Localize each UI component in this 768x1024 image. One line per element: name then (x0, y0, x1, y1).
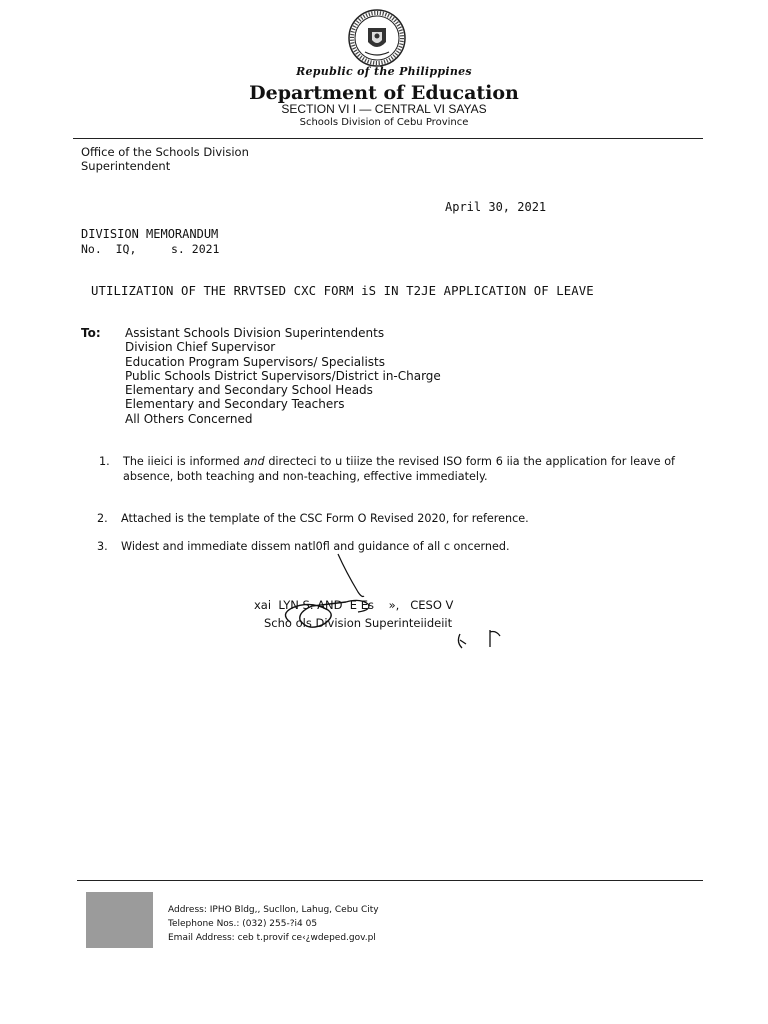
memo-subject: UTILIZATION OF THE RRVTSED CXC FORM iS IN T2JE APPLICATION OF LEAVE (91, 284, 594, 298)
memo-date: April 30, 2021 (445, 200, 547, 214)
paragraph-text: Attached is the template of the CSC Form O Revised 2020, for reference. (121, 512, 529, 525)
recipient-item: Elementary and Secondary Teachers (125, 397, 345, 412)
paragraph-number: 1. (99, 455, 110, 468)
paragraph-1 (99, 455, 675, 499)
recipient-item: Elementary and Secondary School Heads (125, 383, 373, 398)
paragraph-text-italic: and (243, 455, 265, 468)
to-label: To: (81, 326, 101, 340)
memo-title: DIVISION MEMORANDUM (81, 227, 219, 241)
deped-seal-icon (347, 8, 407, 68)
footer-contact (168, 903, 379, 945)
recipient-item: Assistant Schools Division Superintendents (125, 326, 385, 340)
paragraph-text: Widest and immediate dissem natl0fl and guidance of all c oncerned. (121, 540, 510, 553)
paragraph-text-part: directeci to u tiiize the revised ISO form 6 iia the application for leave of absence, both teaching and non-teaching, effective immediately. (123, 455, 675, 483)
region-heading: SECTION VI I — CENTRAL VI SAYAS (281, 102, 487, 116)
division-heading: Schools Division of Cebu Province (299, 117, 469, 128)
memo-number: No. IQ, s. 2021 (81, 242, 220, 256)
signatory-name: xai LYN S. AND E Es », CESO V (254, 598, 454, 612)
footer-email: Email Address: ceb t.provif ce‹¿wdeped.gov.pl (168, 933, 376, 943)
recipient-list (125, 326, 441, 426)
recipient-item: All Others Concerned (125, 411, 253, 426)
republic-heading: Republic of the Philippines (296, 65, 472, 78)
department-heading: Department of Education (249, 82, 519, 104)
paragraph-number: 3. (97, 540, 108, 553)
office-line: Office of the Schools Division (81, 145, 249, 159)
footer-logo-icon (86, 892, 153, 948)
recipient-item: Division Chief Supervisor (125, 340, 276, 355)
office-line: Superintendent (81, 159, 171, 173)
paragraph-text-part: The iieici is informed (123, 455, 244, 468)
paragraph-text (123, 455, 675, 484)
recipient-item: Public Schools District Supervisors/District in-Charge (125, 368, 441, 383)
paragraph-2 (97, 512, 677, 528)
signatory-title: Scho ols Division Superinteiideiit (264, 616, 453, 630)
footer-telephone: Telephone Nos.: (032) 255-?i4 05 (168, 919, 318, 929)
header-divider (73, 138, 703, 139)
office-block (81, 145, 301, 173)
footer-divider (77, 880, 703, 881)
recipient-item: Education Program Supervisors/ Specialists (125, 354, 386, 369)
footer-address: Address: IPHO Bldg,, Suc‌llon, Lahug, Cebu City (168, 905, 379, 915)
paragraph-number: 2. (97, 512, 108, 525)
